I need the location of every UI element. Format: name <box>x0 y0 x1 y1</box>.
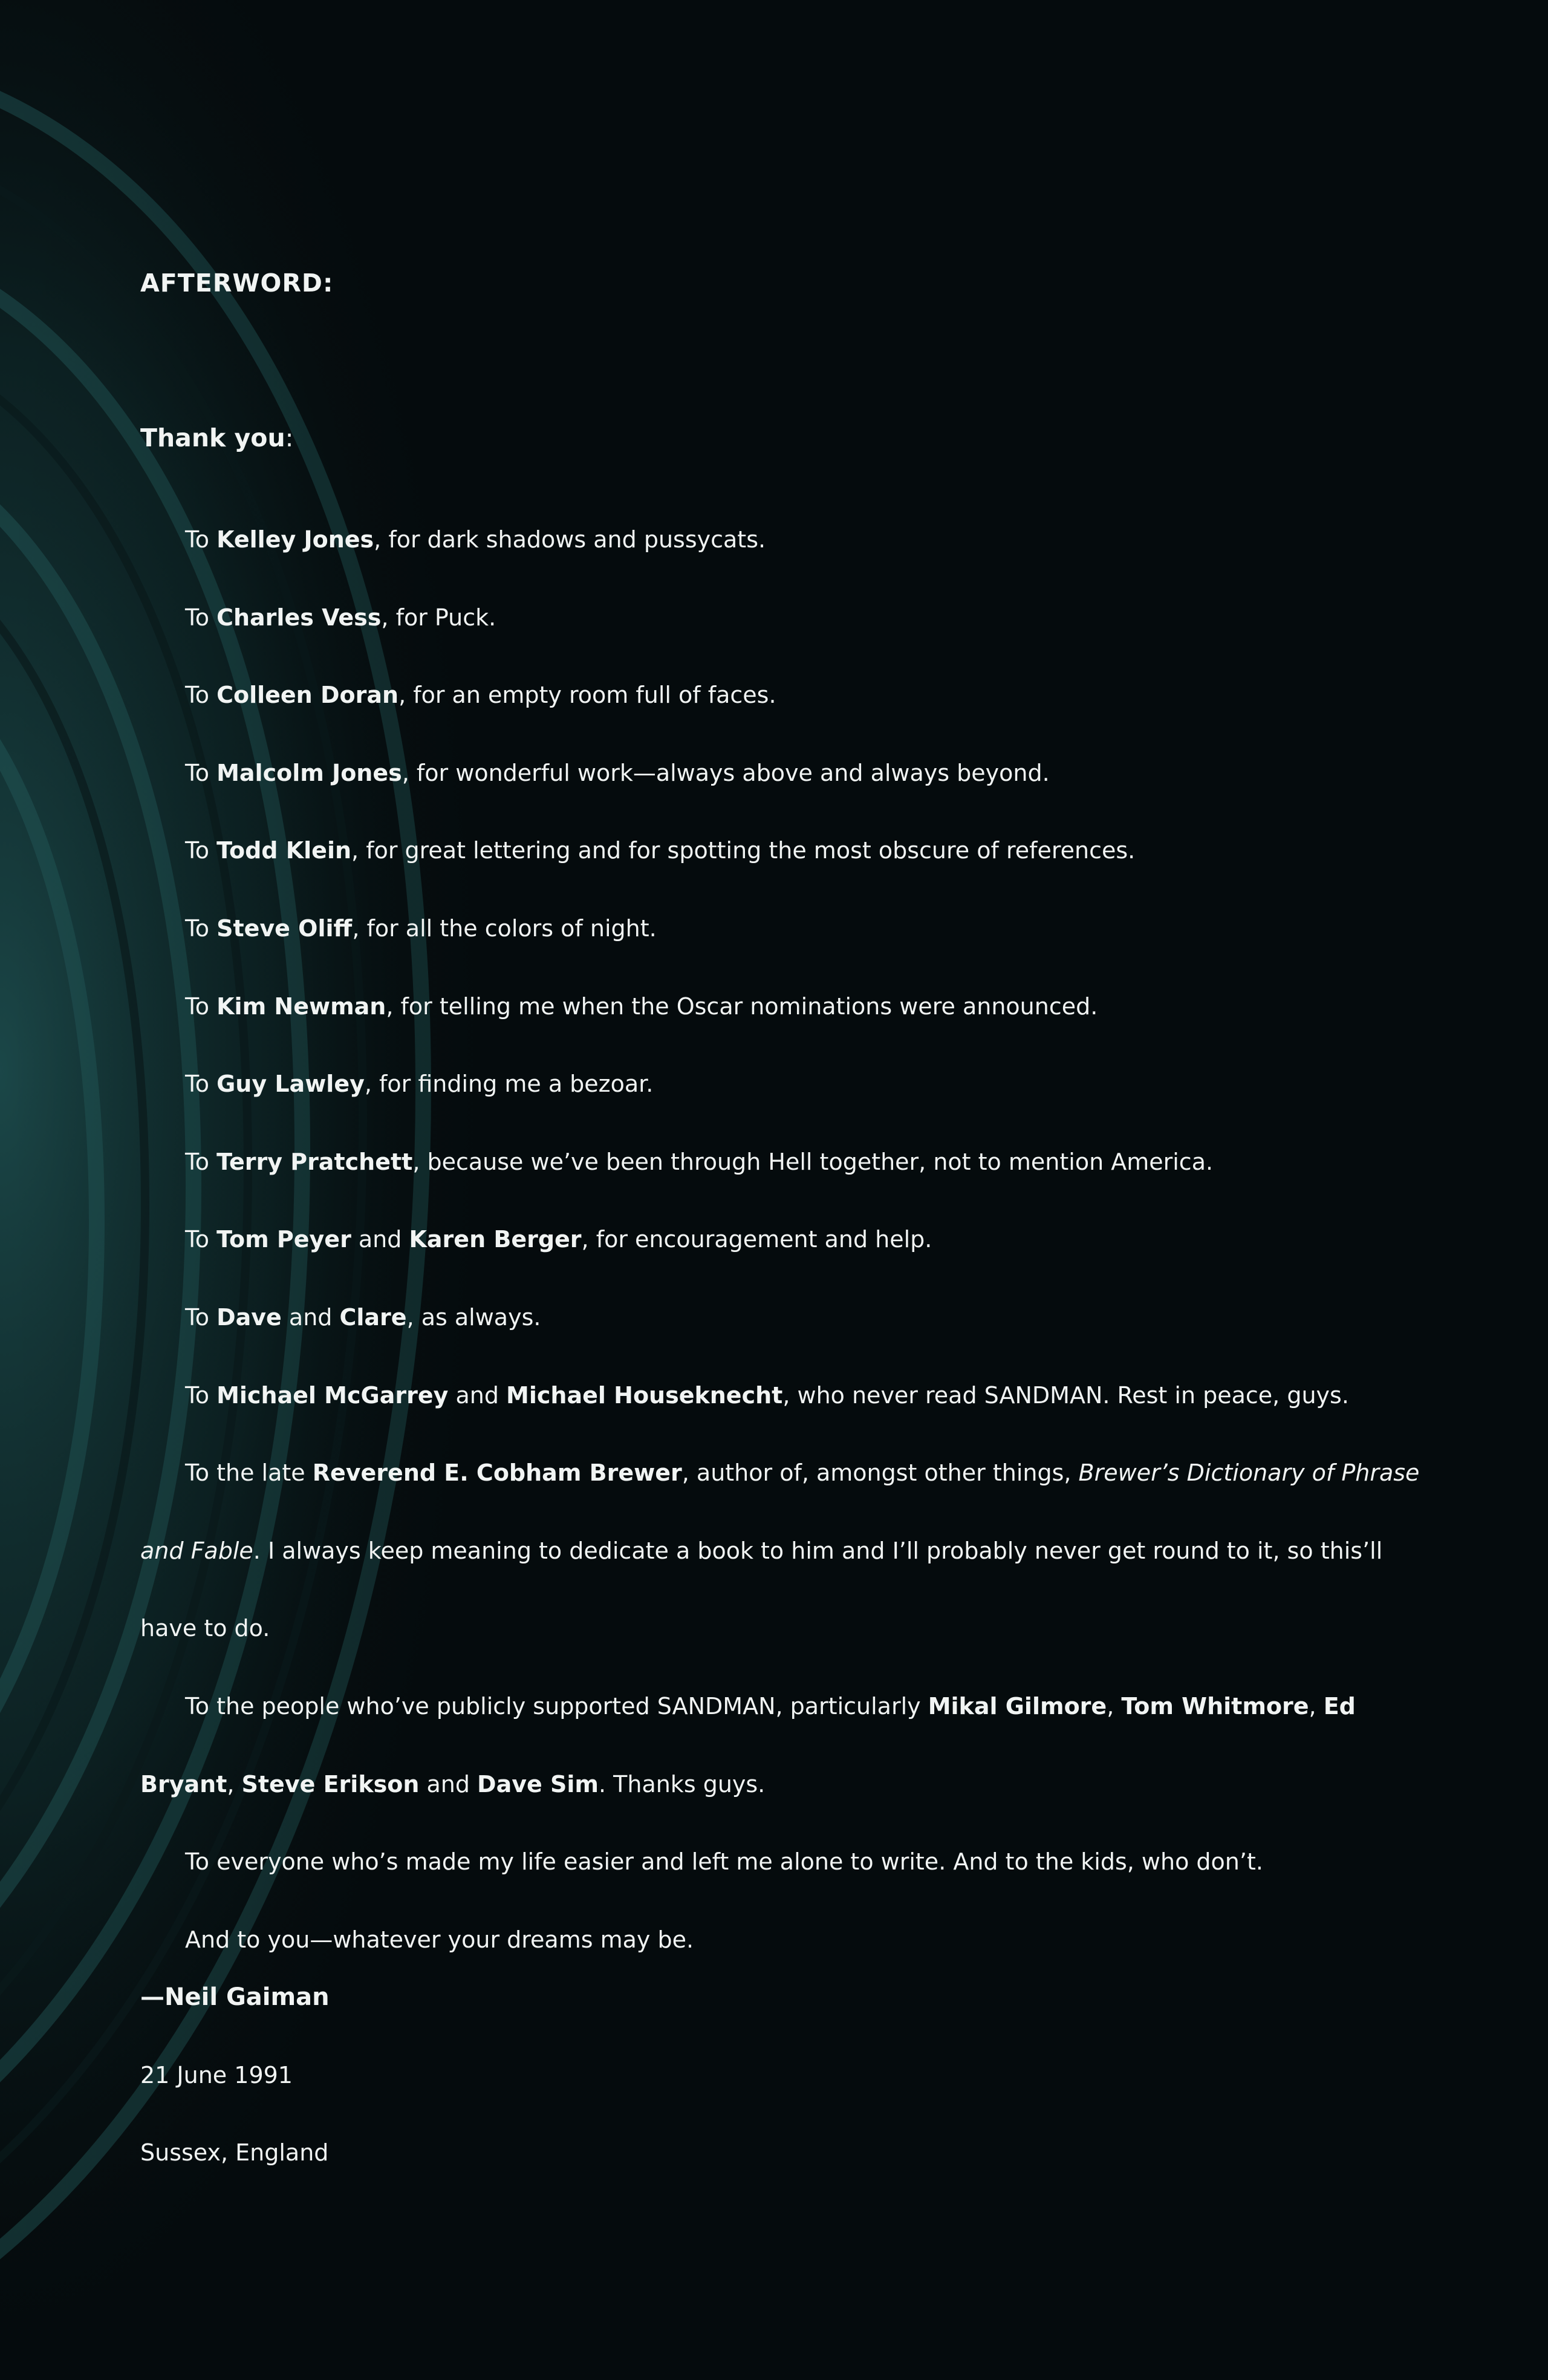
entry-text: And to you—whatever your dreams may be. <box>185 1926 694 1953</box>
entry-text: , for wonderful work—always above and always beyond. <box>402 759 1050 786</box>
person-name: Reverend E. Cobham Brewer <box>312 1459 682 1487</box>
acknowledgement-peyer-berger <box>140 1201 1422 1279</box>
person-name: Colleen Doran <box>216 682 399 709</box>
person-name: Todd Klein <box>216 837 352 864</box>
person-name: Mikal Gilmore <box>928 1692 1107 1720</box>
acknowledgement-dave-clare <box>140 1279 1422 1357</box>
entry-text: To <box>185 1226 217 1253</box>
entry-text: . I always keep meaning to dedicate a book to him and I’ll probably never get round to it, so this’ll have to do. <box>140 1537 1383 1642</box>
entry-text: , for telling me when the Oscar nominations were announced. <box>386 993 1098 1020</box>
author-name: Neil Gaiman <box>164 1983 330 2011</box>
entry-text: , <box>227 1770 242 1798</box>
person-name: Charles Vess <box>216 604 382 631</box>
page-title: AFTERWORD: <box>140 269 334 298</box>
signature-date: 21 June 1991 <box>140 2061 293 2088</box>
entry-text: To the late <box>185 1459 313 1487</box>
entry-text: , <box>1309 1692 1324 1720</box>
entry-text: and <box>448 1381 507 1409</box>
entry-text: and <box>281 1303 340 1331</box>
person-name: Ed Bryant <box>140 1692 1356 1798</box>
entry-text: , <box>1107 1692 1122 1720</box>
entry-text: , for finding me a bezoar. <box>364 1071 654 1098</box>
entry-text: , for an empty room full of faces. <box>398 682 776 709</box>
person-name: Michael McGarrey <box>216 1381 449 1409</box>
acknowledgement-kelley-jones <box>140 501 1422 579</box>
book-title: Brewer’s Dictionary of Phrase and Fable <box>140 1459 1420 1564</box>
person-name: Dave <box>216 1303 282 1331</box>
entry-text: To <box>185 526 217 553</box>
entry-text: To <box>185 993 217 1020</box>
entry-text: , who never read SANDMAN. Rest in peace, guys. <box>782 1381 1349 1409</box>
entry-text: To everyone who’s made my life easier and left me alone to write. And to the kids, who don’t. <box>185 1848 1263 1876</box>
person-name: Kelley Jones <box>216 526 374 553</box>
person-name: Dave Sim <box>477 1770 599 1798</box>
acknowledgement-mcgarrey-houseknecht <box>140 1357 1422 1435</box>
acknowledgement-terry-pratchett <box>140 1123 1422 1201</box>
person-name: Malcolm Jones <box>216 759 402 786</box>
entry-text: To <box>185 915 217 942</box>
thank-you-colon: : <box>285 423 294 452</box>
person-name: Kim Newman <box>216 993 386 1020</box>
entry-text: , for all the colors of night. <box>352 915 657 942</box>
person-name: Steve Erikson <box>241 1770 420 1798</box>
signature-place: Sussex, England <box>140 2139 329 2166</box>
person-name: Steve Oliff <box>216 915 353 942</box>
acknowledgement-steve-oliff <box>140 890 1422 968</box>
acknowledgement-supporters <box>140 1668 1422 1823</box>
person-name: Clare <box>339 1303 407 1331</box>
acknowledgement-guy-lawley <box>140 1045 1422 1123</box>
acknowledgement-cobham-brewer <box>140 1434 1422 1668</box>
person-name: Terry Pratchett <box>216 1148 413 1175</box>
entry-text: , for dark shadows and pussycats. <box>374 526 766 553</box>
person-name: Tom Peyer <box>216 1226 351 1253</box>
entry-text: . Thanks guys. <box>598 1770 766 1798</box>
entry-text: , as always. <box>406 1303 541 1331</box>
signature-dash: — <box>140 1983 164 2011</box>
entry-text: and <box>419 1770 478 1798</box>
person-name: Guy Lawley <box>216 1071 365 1098</box>
signature-block <box>140 1958 330 2192</box>
entry-text: To <box>185 1148 217 1175</box>
entry-text: , because we’ve been through Hell together, not to mention America. <box>412 1148 1214 1175</box>
entry-text: To <box>185 1303 217 1331</box>
entry-text: , for great lettering and for spotting the most obscure of references. <box>351 837 1136 864</box>
acknowledgement-you <box>140 1901 1422 1979</box>
entry-text: To the people who’ve publicly supported SANDMAN, particularly <box>185 1692 928 1720</box>
person-name: Michael Houseknecht <box>506 1381 783 1409</box>
acknowledgement-malcolm-jones <box>140 734 1422 812</box>
entry-text: To <box>185 682 217 709</box>
entry-text: , for encouragement and help. <box>581 1226 932 1253</box>
entry-text: and <box>351 1226 409 1253</box>
thank-you-heading <box>140 423 293 452</box>
entry-text: To <box>185 604 217 631</box>
acknowledgement-list <box>140 501 1422 1978</box>
entry-text: , for Puck. <box>381 604 496 631</box>
acknowledgement-colleen-doran <box>140 656 1422 734</box>
entry-text: To <box>185 1071 217 1098</box>
thank-you-label: Thank you <box>140 423 285 452</box>
acknowledgement-everyone <box>140 1823 1422 1901</box>
entry-text: To <box>185 1381 217 1409</box>
author-signature <box>140 1958 330 2036</box>
acknowledgement-charles-vess <box>140 579 1422 657</box>
entry-text: To <box>185 759 217 786</box>
person-name: Tom Whitmore <box>1121 1692 1309 1720</box>
acknowledgement-kim-newman <box>140 968 1422 1046</box>
acknowledgement-todd-klein <box>140 812 1422 890</box>
entry-text: To <box>185 837 217 864</box>
entry-text: , author of, amongst other things, <box>681 1459 1079 1487</box>
person-name: Karen Berger <box>409 1226 582 1253</box>
